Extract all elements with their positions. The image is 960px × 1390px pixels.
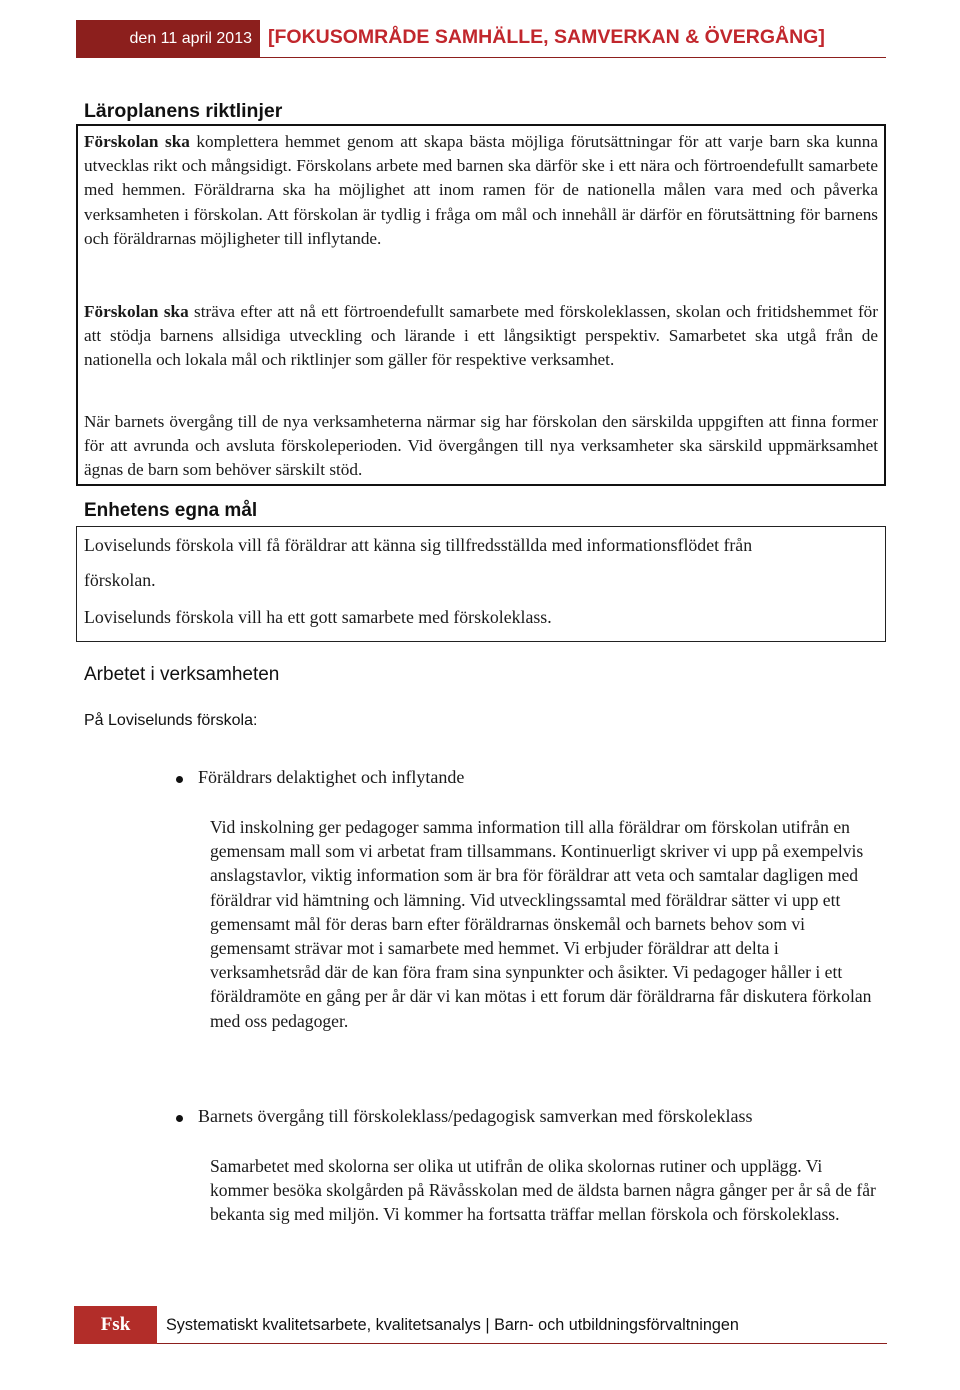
guidelines-paragraph-2: Förskolan ska sträva efter att nå ett förtroendefullt samarbete med förskoleklassen, skolan och fritidshemmet för att stödja barnens allsidiga utveckling och lärande i ett långsiktigt perspektiv. Samarbetet ska utgå från de nationella och lokala mål och riktlinjer som gäller för respektive verksamhet.: [84, 302, 878, 370]
footer-text: Systematiskt kvalitetsarbete, kvalitetsanalys | Barn- och utbildningsförvaltningen: [166, 1316, 739, 1334]
goals-heading: Enhetens egna mål: [84, 500, 258, 521]
guidelines-box: [76, 124, 886, 486]
bullet-dot-2: [176, 1115, 183, 1122]
work-heading: Arbetet i verksamheten: [84, 664, 280, 685]
goal-line-3: Loviselunds förskola vill ha ett gott samarbete med förskoleklass.: [84, 607, 552, 627]
guidelines-paragraph-3: När barnets övergång till de nya verksamheterna närmar sig har förskolan den särskilda uppgiften att finna former för att avrunda och avsluta förskoleperioden. Vid övergången till nya verksamheter ska särskild uppmärksamhet ägnas de barn som behöver särskilt stöd.: [84, 412, 878, 480]
goals-box: [76, 526, 886, 642]
bullet-1-title: Föräldrars delaktighet och inflytande: [198, 767, 465, 787]
footer-rule: [157, 1343, 887, 1344]
bullet-2-paragraph: Samarbetet med skolorna ser olika ut utifrån de olika skolornas rutiner och upplägg. Vi kommer besöka skolgården på Rävåsskolan med de äldsta barnen några gånger per år så de får bekanta sig med miljön. Vi kommer ha fortsatta träffar mellan förskola och förskoleklass.: [210, 1156, 876, 1225]
goal-line-1: Loviselunds förskola vill få föräldrar att känna sig tillfredsställda med informationsflödet från: [84, 535, 753, 555]
bullet-2-title: Barnets övergång till förskoleklass/pedagogisk samverkan med förskoleklass: [198, 1106, 753, 1126]
header-title: [FOKUSOMRÅDE SAMHÄLLE, SAMVERKAN & ÖVERGÅNG]: [268, 26, 825, 48]
goal-line-2: förskolan.: [84, 570, 156, 590]
bullet-dot-1: [176, 776, 183, 783]
work-subheading: På Loviselunds förskola:: [84, 712, 258, 729]
guidelines-heading: Läroplanens riktlinjer: [84, 100, 283, 122]
header-rule: [260, 57, 886, 58]
guidelines-paragraph-1: Förskolan ska komplettera hemmet genom att skapa bästa möjliga förutsättningar för att varje barn ska kunna utvecklas rikt och mångsidigt. Förskolans arbete med barnen ska därför ske i ett nära och förtroendefullt samarbete med hemmen. Föräldrarna ska ha möjlighet att inom ramen för de nationella målen vara med och påverka verksamheten i förskolan. Att förskolan är tydlig i fråga om mål och innehåll är därför en förutsättning för barnens och föräldrarnas möjligheter till inflytande.: [84, 132, 878, 248]
header-date: den 11 april 2013: [76, 20, 260, 58]
bullet-1-paragraph: Vid inskolning ger pedagoger samma information till alla föräldrar om förskolan utifrån en gemensam mall som vi arbetat fram tillsammans. Kontinuerligt skriver vi upp på exempelvis anslagstavlor, viktig information som är bra för föräldrar att veta och samtalar dagligen med föräldrar vid hämtning och lämning. Vid utvecklingssamtal med föräldrar sätter vi upp ett gemensamt mål för deras barn efter föräldrarnas önskemål och barnets behov som vi gemensamt strävar mot i samarbete med hemmet. Vi erbjuder föräldrar att delta i verksamhetsråd där de kan föra fram sina synpunkter och åsikter. Vi pedagoger håller i ett föräldramöte en gång per år där vi kan mötas i ett forum där föräldrarna får diskutera förkolan med oss pedagoger.: [210, 817, 872, 1031]
footer-badge: Fsk: [74, 1306, 157, 1344]
